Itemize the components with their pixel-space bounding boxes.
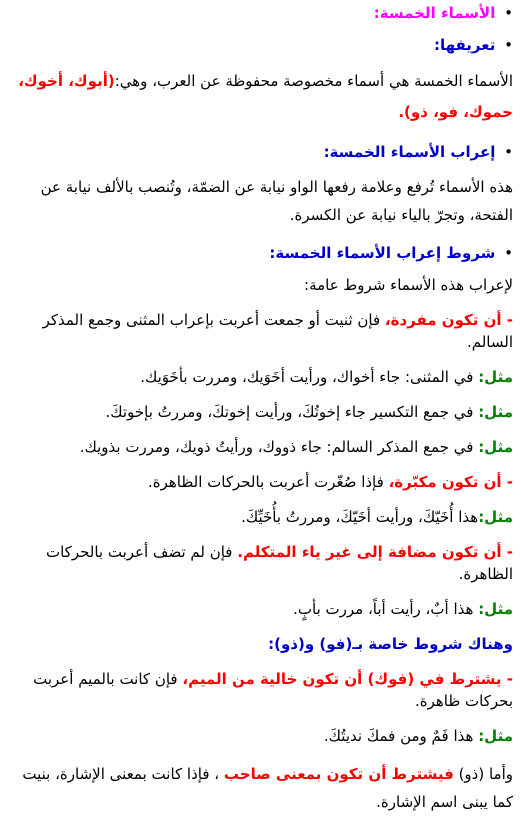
irab-heading-line <box>6 141 513 163</box>
condition-singular-text: فإن ثنيت أو جمعت أعربت بإعراب المثنى وجمع المذكر السالم. <box>42 311 513 351</box>
example-mouth-text: هذا فَمٌ ومن فمكَ نديتُكَ. <box>323 727 479 745</box>
condition-dhu <box>6 760 513 816</box>
condition-dhu-label: فيشترط أن تكون بمعنى صاحب <box>223 765 454 783</box>
condition-non-diminutive-label: - أن تكون مكبّرة، <box>388 473 513 491</box>
condition-fu-text: فإن كانت بالميم أعربت بحركات ظاهرة. <box>33 670 513 710</box>
example-non-annexed-text: هذا أبٌ، رأيت أباً، مررت بأبٍ. <box>293 600 479 618</box>
example-dual <box>6 366 513 388</box>
example-dual-text: في المثنى: جاء أخواك، ورأيت أخَوَيك، ومررت بأخَوَيك. <box>140 368 479 386</box>
main-heading: الأسماء الخمسة: <box>373 4 496 22</box>
definition-paragraph <box>6 66 513 128</box>
example-broken-plural-text: في جمع التكسير جاء إخوتُكَ، ورأيت إخوتكَ، ومررتُ بإخوتكَ. <box>105 403 479 421</box>
condition-dhu-prefix: وأما (ذو) <box>453 765 513 783</box>
condition-non-diminutive <box>6 471 513 493</box>
conditions-intro-text: لإعراب هذه الأسماء شروط عامة: <box>304 276 513 294</box>
condition-annexed-text: فإن لم تضف أعربت بالحركات الظاهرة. <box>45 543 513 583</box>
bullet-icon: • <box>504 4 513 22</box>
bullet-icon: • <box>504 143 513 161</box>
condition-dhu-text: ، فإذا كانت بمعنى الإشارة، بنيت كما يبنى اسم الإشارة. <box>22 765 513 811</box>
definition-heading-line <box>6 34 513 56</box>
irab-heading: إعراب الأسماء الخمسة: <box>323 143 496 161</box>
example-non-annexed <box>6 598 513 620</box>
irab-paragraph <box>6 173 513 229</box>
example-sound-plural-text: في جمع المذكر السالم: جاء ذووك، ورأيتُ ذويك، ومررت بذويك. <box>79 438 479 456</box>
example-label: مثل: <box>478 508 513 526</box>
condition-non-diminutive-text: فإذا صُغّرت أعربت بالحركات الظاهرة. <box>147 473 389 491</box>
bullet-icon: • <box>504 36 513 54</box>
example-label: مثل: <box>478 368 513 386</box>
main-heading-line <box>6 2 513 24</box>
definition-heading: تعريفها: <box>433 36 496 54</box>
definition-list-part2: فو، ذو). <box>398 103 459 121</box>
irab-text: هذه الأسماء تُرفع وعلامة رفعها الواو نيابة عن الضمّة، وتُنصب بالألف نيابة عن الفتحة، وتجرّ بالياء نيابة عن الكسرة. <box>40 178 513 224</box>
example-sound-plural <box>6 436 513 458</box>
special-conditions-title: وهناك شروط خاصة بـ(فو) و(ذو): <box>268 635 513 653</box>
example-label: مثل: <box>478 600 513 618</box>
example-label: مثل: <box>478 403 513 421</box>
condition-annexed <box>6 541 513 585</box>
definition-list-part1: (أبوك، أخوك، حموك، <box>18 72 513 121</box>
condition-singular <box>6 309 513 353</box>
example-diminutive <box>6 506 513 528</box>
example-broken-plural <box>6 401 513 423</box>
special-conditions-heading <box>6 633 513 655</box>
condition-fu <box>6 668 513 712</box>
conditions-heading-line <box>6 242 513 264</box>
example-diminutive-text: هذا أُخَيّكَ، ورأيت أخَيّكَ، ومررتُ بأُخَيِّكَ. <box>241 508 479 526</box>
condition-singular-label: - أن تكون مفردة، <box>384 311 513 329</box>
example-label: مثل: <box>478 438 513 456</box>
condition-fu-label: - يشترط في (فوك) أن تكون خالية من الميم، <box>182 670 513 688</box>
condition-annexed-label: - أن تكون مضافة إلى غير ياء المتكلم. <box>237 543 513 561</box>
example-label: مثل: <box>478 727 513 745</box>
bullet-icon: • <box>504 244 513 262</box>
conditions-heading: شروط إعراب الأسماء الخمسة: <box>269 244 496 262</box>
example-mouth <box>6 725 513 747</box>
definition-text: الأسماء الخمسة هي أسماء مخصوصة محفوظة عن العرب، وهي: <box>114 72 513 90</box>
conditions-intro <box>6 274 513 296</box>
